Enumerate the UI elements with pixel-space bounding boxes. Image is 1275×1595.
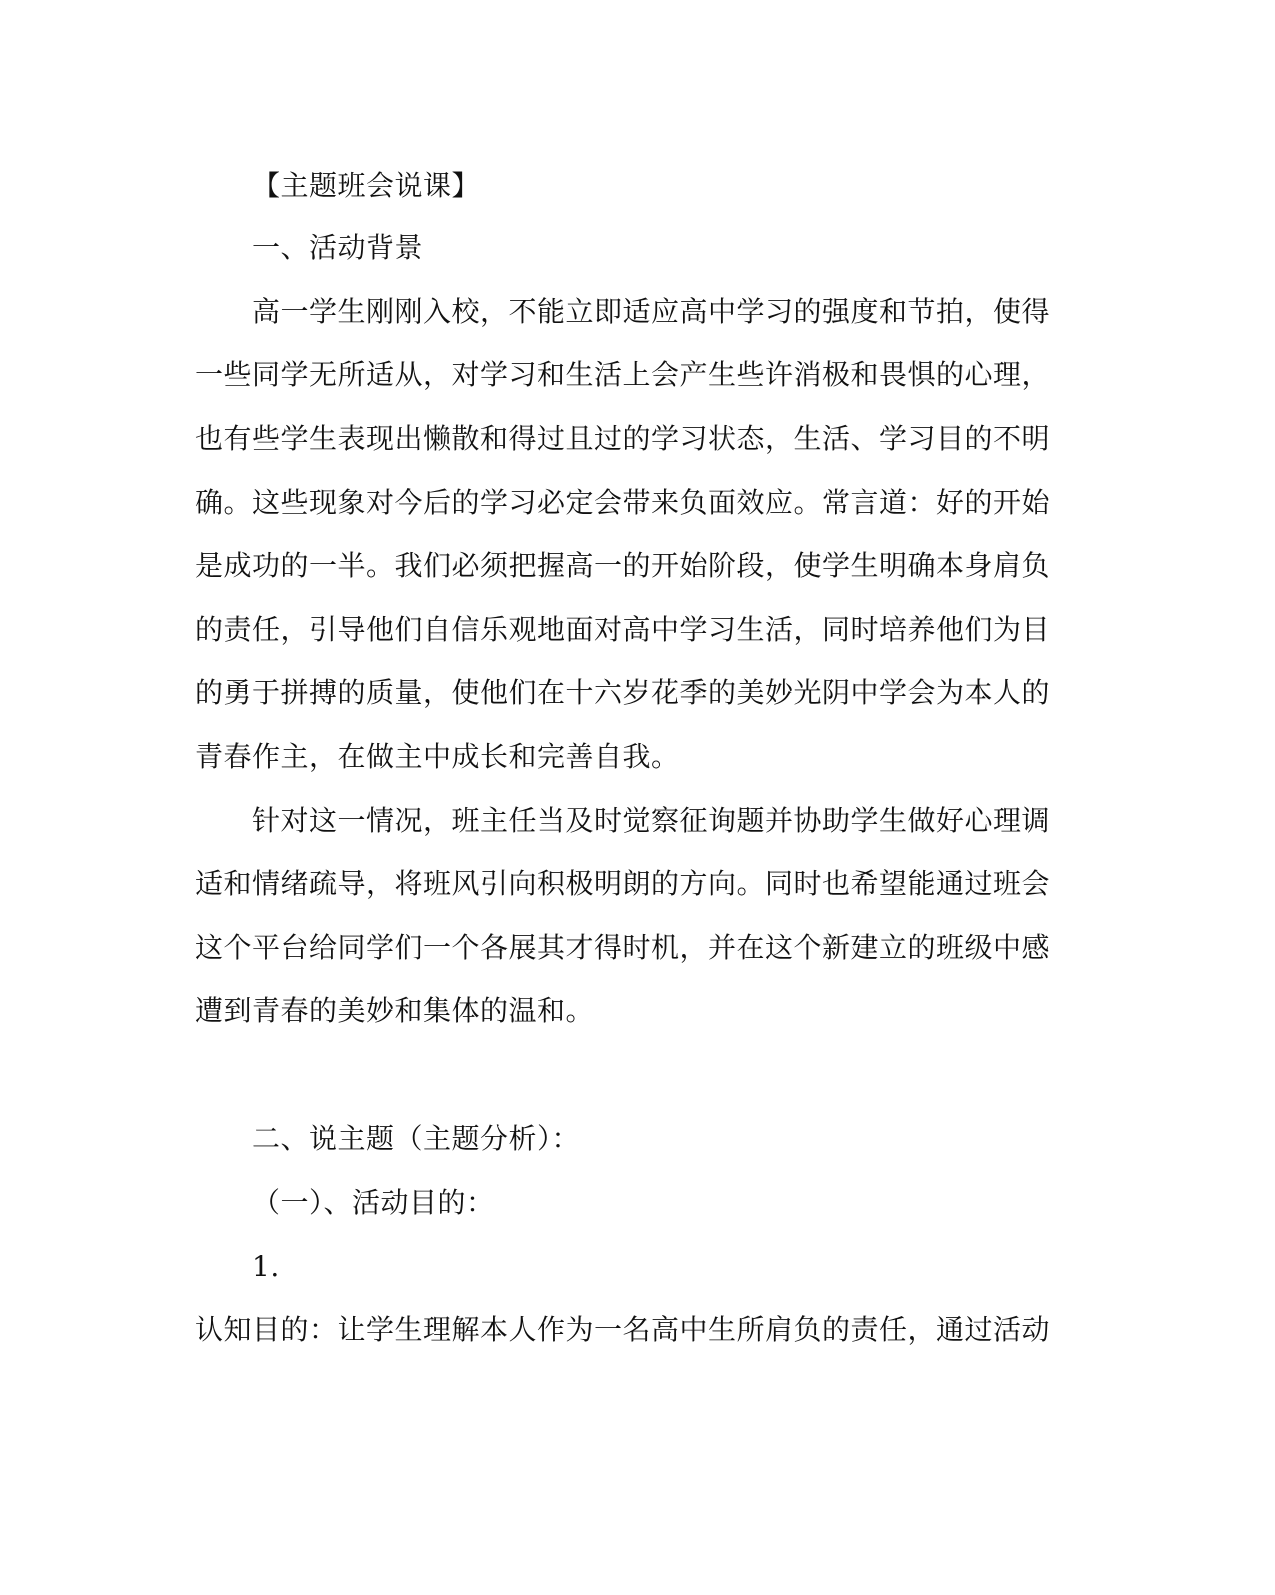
subsection-1-title: （一）、活动目的： [252, 1186, 495, 1219]
list-item-number: 1. [252, 1250, 280, 1283]
paragraph-line: 的勇于拼搏的质量，使他们在十六岁花季的美妙光阴中学会为本人的 [195, 676, 1051, 709]
paragraph-line: 青春作主，在做主中成长和完善自我。 [195, 740, 680, 773]
paragraph-line: 针对这一情况，班主任当及时觉察征询题并协助学生做好心理调 [252, 804, 1051, 837]
paragraph-line: 是成功的一半。我们必须把握高一的开始阶段，使学生明确本身肩负 [195, 549, 1051, 582]
section-2-title: 二、说主题（主题分析）： [252, 1122, 581, 1155]
paragraph-line: 也有些学生表现出懒散和得过且过的学习状态，生活、学习目的不明 [195, 422, 1051, 455]
document-heading: 【主题班会说课】 [252, 169, 481, 202]
paragraph-line: 遭到青春的美妙和集体的温和。 [195, 994, 595, 1027]
paragraph-line: 高一学生刚刚入校，不能立即适应高中学习的强度和节拍，使得 [252, 295, 1051, 328]
paragraph-line: 这个平台给同学们一个各展其才得时机，并在这个新建立的班级中感 [195, 931, 1051, 964]
paragraph-line: 确。这些现象对今后的学习必定会带来负面效应。常言道：好的开始 [195, 486, 1051, 519]
paragraph-line: 适和情绪疏导，将班风引向积极明朗的方向。同时也希望能通过班会 [195, 867, 1051, 900]
section-1-title: 一、活动背景 [252, 231, 424, 264]
list-item-text: 认知目的：让学生理解本人作为一名高中生所肩负的责任，通过活动 [195, 1313, 1051, 1346]
paragraph-line: 的责任，引导他们自信乐观地面对高中学习生活，同时培养他们为目 [195, 613, 1051, 646]
paragraph-line: 一些同学无所适从，对学习和生活上会产生些许消极和畏惧的心理， [195, 358, 1051, 391]
